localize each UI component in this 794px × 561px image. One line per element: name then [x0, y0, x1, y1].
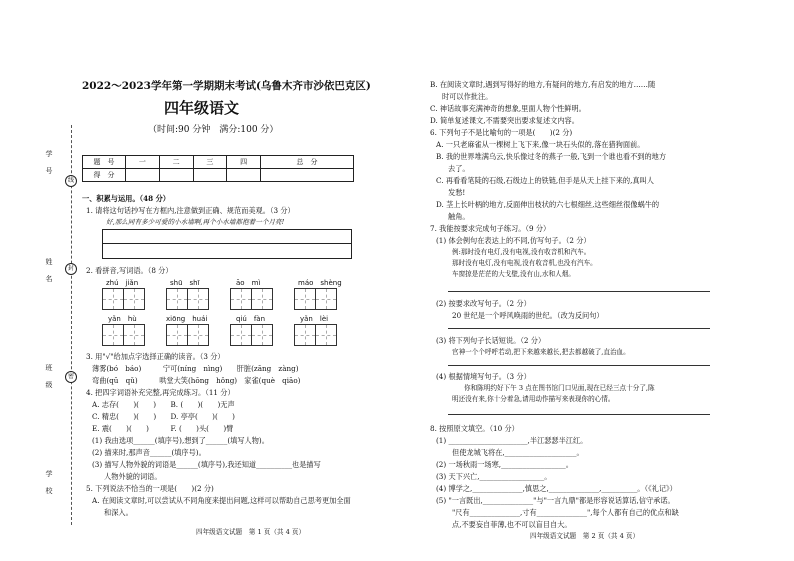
q6-option-a: A. 一只老麻雀从一棵树上飞下来,像一块石头似的,落在猎狗面前。 [436, 140, 645, 149]
q8: 8. 按照原文填空。（10 分） [430, 424, 519, 433]
char-grid[interactable] [294, 324, 336, 346]
answer-line[interactable] [448, 328, 710, 329]
q1-text: 好,那么同有多少可爱的小水墙啊,再个小水墙都抱着一个月亮! [106, 218, 285, 226]
q8-1b: 但使龙城飞将在,____________________。 [452, 448, 584, 457]
q5-option-a2: 和深入。 [104, 508, 133, 517]
exam-time: （时间:90 分钟 满分:100 分） [148, 125, 279, 135]
q4-sub3b: 人物外貌的词语。 [104, 472, 162, 481]
answer-line[interactable] [448, 365, 710, 366]
q5-option-b: B. 在阅读文章时,遇到写得好的地方,有疑问的地方,有启发的地方……随 [430, 80, 656, 89]
q7-3: (3) 将下列句子长话短说。（2 分） [436, 336, 546, 345]
q5: 5. 下列说法不恰当的一项是( )(2 分) [86, 484, 214, 493]
q6-option-b2: 去了。 [448, 164, 470, 173]
score-header: 四 [227, 156, 261, 169]
score-header: 三 [193, 156, 227, 169]
q1: 1. 请将这句话抄写在方框内,注意做到正确、规范而美观。（3 分） [86, 206, 295, 215]
q4: 4. 把四字词语补充完整,再完成练习。（11 分） [86, 388, 235, 397]
name-label: 姓名 [45, 258, 53, 292]
pinyin: máo shèng [298, 279, 342, 287]
score-cell[interactable] [193, 169, 227, 182]
q6-option-c: C. 再看看笔陡的石级,石级边上的铁链,但手是从天上挂下来的,真叫人 [436, 176, 654, 185]
score-cell[interactable] [126, 169, 160, 182]
q7-1-example2: 那时没有电灯,没有电视,没有收音机,也没有汽车。 [452, 259, 597, 267]
pinyin: āo mì [236, 279, 261, 287]
q6-option-d: D. 茎上长叶柄的地方,反面伸出枝状的六七根细丝,这些细丝很像蜗牛的 [436, 200, 660, 209]
q3-line1: 薄雾(bó báo) 宁可(níng nìng) 肝脏(zāng zàng) [92, 364, 299, 373]
pinyin: qiú fàn [236, 315, 266, 323]
pinyin: yǎn lèi [300, 315, 329, 323]
q3: 3. 用"√"给加点字选择正确的读音。（3 分） [86, 352, 225, 361]
subject-title: 四年级语文 [164, 99, 240, 117]
q7-4: (4) 根据情境写句子。（3 分） [436, 372, 531, 381]
score-header: 总 分 [261, 156, 354, 169]
q7-3-text: 官神一个个呼呼若动,把下来越来越长,把去都越破了,直治血。 [452, 348, 630, 356]
char-grid[interactable] [230, 324, 272, 346]
q7-1-example3: 车窗掠是茫茫的大戈壁,没有山,水和人烟。 [452, 270, 575, 278]
section-1-heading: 一、积累与运用。（48 分） [82, 194, 170, 203]
q1-answer-box[interactable] [102, 229, 352, 259]
school-label: 学校 [45, 470, 53, 504]
q5-option-a: A. 在阅读文章时,可以尝试从不同角度来提出问题,这样可以帮助自己思考更加全面 [92, 496, 351, 505]
seal-circle-line: 线 [65, 175, 77, 187]
page-footer: 四年级语文试题 第 2 页（共 4 页） [530, 532, 640, 540]
q5-option-b2: 时可以作批注。 [442, 92, 493, 101]
q7: 7. 我能按要求完成句子练习。（9 分） [430, 224, 551, 233]
score-row-label: 得 分 [83, 169, 126, 182]
q7-4-text1: 你和陈明约好下午 3 点在图书馆门口见面,现在已经三点十分了,陈 [464, 384, 655, 392]
exam-title: 2022～2023学年第一学期期末考试(乌鲁木齐市沙依巴克区) [82, 80, 371, 92]
score-cell[interactable] [159, 169, 193, 182]
q8-3: (3) 天下兴亡,__________________。 [436, 472, 552, 481]
answer-line[interactable] [448, 291, 710, 292]
q2: 2. 看拼音,写词语。（8 分） [86, 266, 173, 275]
page-footer: 四年级语文试题 第 1 页（共 4 页） [196, 528, 306, 536]
char-grid[interactable] [230, 288, 272, 310]
pinyin: zhú jiǎn [106, 279, 139, 287]
char-grid[interactable] [102, 324, 144, 346]
q7-4-text2: 明还没有来,你十分着急,请用动作描写来表现你的心情。 [452, 395, 615, 403]
pinyin: yǎn hù [108, 315, 137, 323]
q3-line2: 弯曲(qū qǔ) 哄堂大笑(hōng hǒng) 家雀(què qiāo) [92, 376, 301, 385]
char-grid[interactable] [102, 288, 144, 310]
student-number-label: 学号 [45, 150, 53, 184]
q8-4: (4) 博学之,______________,慎思之,______________,__________。（《礼记》） [436, 484, 677, 493]
q8-5b: "尺有______________,寸有______________",每个人都有自己的优点和缺 [452, 508, 679, 517]
q8-1: (1) ______________________,半江瑟瑟半江红。 [436, 436, 588, 445]
q7-2-text: 20 世纪是一个呼风唤雨的世纪。（改为反问句） [452, 311, 604, 320]
q4-sub1: (1) 我由选项______(填序号),想到了______(填写人物)。 [92, 436, 269, 445]
char-grid[interactable] [166, 324, 208, 346]
score-cell[interactable] [261, 169, 354, 182]
q4-line3: E. 震( )( ) F. ( )头( )臂 [92, 424, 234, 433]
q8-5: (5) "一言既出,______________"与"一言九鼎"都是形容说话算话,信守承诺。 [436, 496, 675, 505]
char-grid[interactable] [166, 288, 208, 310]
class-label: 班级 [45, 364, 53, 398]
answer-line[interactable] [448, 414, 710, 415]
pinyin: xiōng huái [166, 315, 208, 323]
q6-option-b: B. 我的世界堆满乌云,快乐像过冬的燕子一般,飞到一个谁也看不到的地方 [436, 152, 667, 161]
q5-option-d: D. 简单复述课文,不需要突出要求复述文内容。 [430, 116, 579, 125]
q8-2: (2) 一场秋雨一场寒,__________________。 [436, 460, 573, 469]
pinyin: shū shī [170, 279, 200, 287]
q7-2: (2) 按要求改写句子。（2 分） [436, 299, 531, 308]
score-cell[interactable] [227, 169, 261, 182]
q6-option-d2: 触角。 [448, 212, 470, 221]
score-header: 题 号 [83, 156, 126, 169]
q4-line1: A. 志存( )( ) B. ( )( )无声 [92, 400, 235, 409]
score-table [82, 155, 354, 182]
char-grid[interactable] [294, 288, 336, 310]
q6-option-c2: 发愁! [448, 188, 466, 197]
seal-circle-secret: 密 [65, 371, 77, 383]
score-header: 一 [126, 156, 160, 169]
q4-sub2: (2) 描来时,那声音______(填序号)。 [92, 448, 206, 457]
q5-option-c: C. 神话故事充满神奇的想象,里面人物个性鲜明。 [430, 104, 586, 113]
q4-line2: C. 精忠( )( ) D. 亭亭( )( ) [92, 412, 235, 421]
q8-5c: 点,不要妄自菲薄,也不可以盲目自大。 [452, 520, 572, 529]
q7-1: (1) 体会例句在表达上的不同,仿写句子。（2 分） [436, 236, 591, 245]
q7-1-example1: 例:那时没有电灯,没有电视,没有收音机和汽车。 [452, 248, 591, 256]
seal-circle-seal: 封 [65, 263, 77, 275]
q4-sub3: (3) 描写人物外貌的词语是______(填序号),我还知道__________也是描写 [92, 460, 321, 469]
q6: 6. 下列句子不是比喻句的一项是( )(2 分) [430, 128, 573, 137]
score-header: 二 [159, 156, 193, 169]
